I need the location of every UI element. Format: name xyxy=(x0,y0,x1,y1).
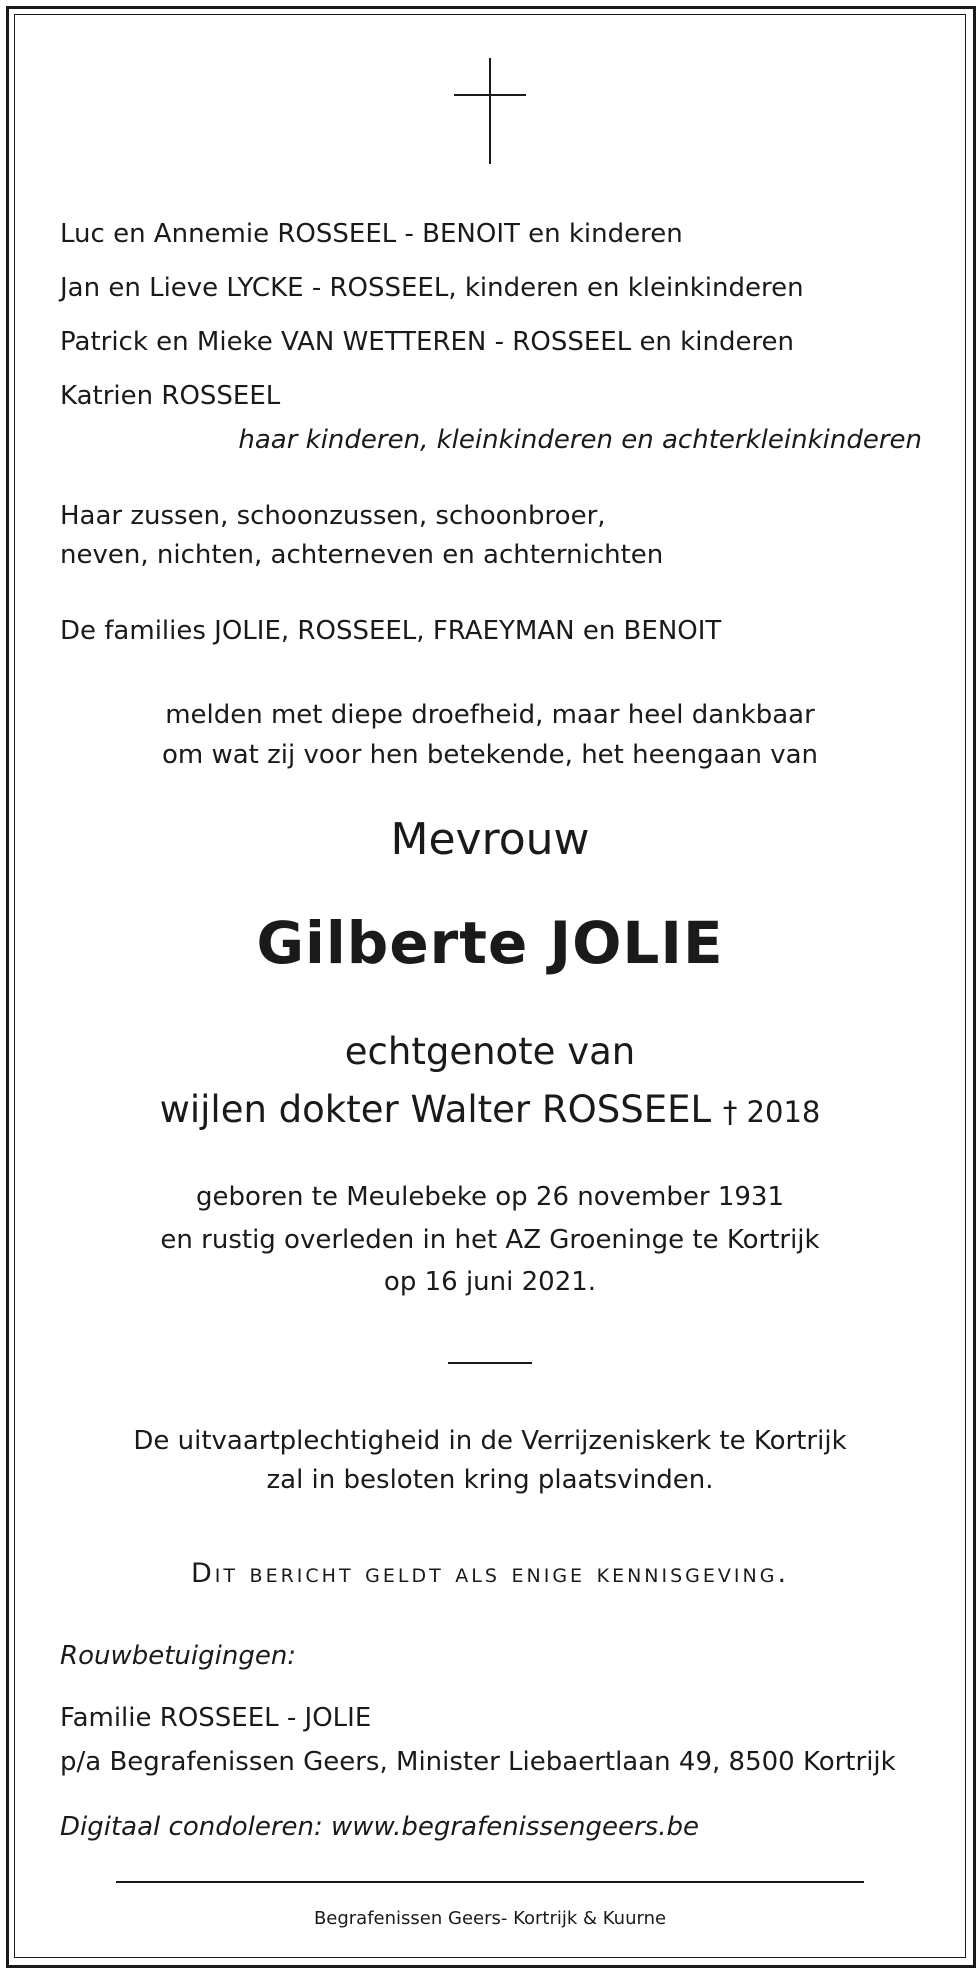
online-condolences-link[interactable]: Digitaal condoleren: www.begrafenissengeers.be xyxy=(60,1812,699,1842)
death-date-line: op 16 juni 2021. xyxy=(383,1267,597,1297)
ceremony-line-2: zal in besloten kring plaatsvinden. xyxy=(266,1465,714,1495)
condolences-address: p/a Begrafenissen Geers, Minister Liebaertlaan 49, 8500 Kortrijk xyxy=(60,1747,896,1777)
siblings-line-2: neven, nichten, achterneven en achternichten xyxy=(60,540,664,570)
ceremony-line-1: De uitvaartplechtigheid in de Verrijzeniskerk te Kortrijk xyxy=(133,1426,847,1456)
family-line-3: Patrick en Mieke VAN WETTEREN - ROSSEEL en kinderen xyxy=(60,327,795,357)
condolences-recipient: Familie ROSSEEL - JOLIE xyxy=(60,1703,372,1733)
short-divider xyxy=(448,1362,532,1364)
announcement-line-1: melden met diepe droefheid, maar heel dankbaar xyxy=(165,700,815,730)
notice-line: Dit bericht geldt als enige kennisgeving. xyxy=(190,1558,790,1589)
siblings-line-1: Haar zussen, schoonzussen, schoonbroer, xyxy=(60,501,606,531)
announcement-line-2: om wat zij voor hen betekende, het heengaan van xyxy=(161,740,818,770)
salutation: Mevrouw xyxy=(390,814,590,865)
footer-divider xyxy=(116,1881,864,1883)
birth-line: geboren te Meulebeke op 26 november 1931 xyxy=(196,1182,784,1212)
spouse-line-1: echtgenote van xyxy=(344,1030,636,1073)
families-line: De families JOLIE, ROSSEEL, FRAEYMAN en BENOIT xyxy=(60,616,722,646)
condolences-label: Rouwbetuigingen: xyxy=(60,1641,297,1671)
deceased-name: Gilberte JOLIE xyxy=(256,909,724,977)
spouse-line-2 xyxy=(0,1088,980,1134)
spouse-name: wijlen dokter Walter ROSSEEL xyxy=(159,1088,712,1131)
spouse-death-year: † 2018 xyxy=(722,1095,821,1129)
family-line-4: Katrien ROSSEEL xyxy=(60,381,281,411)
death-line: en rustig overleden in het AZ Groeninge te Kortrijk xyxy=(160,1225,820,1255)
footer-text: Begrafenissen Geers- Kortrijk & Kuurne xyxy=(313,1908,667,1929)
family-line-1: Luc en Annemie ROSSEEL - BENOIT en kinderen xyxy=(60,219,683,249)
family-line-2: Jan en Lieve LYCKE - ROSSEEL, kinderen en kleinkinderen xyxy=(60,273,804,303)
descendants-line: haar kinderen, kleinkinderen en achterkleinkinderen xyxy=(238,425,922,455)
